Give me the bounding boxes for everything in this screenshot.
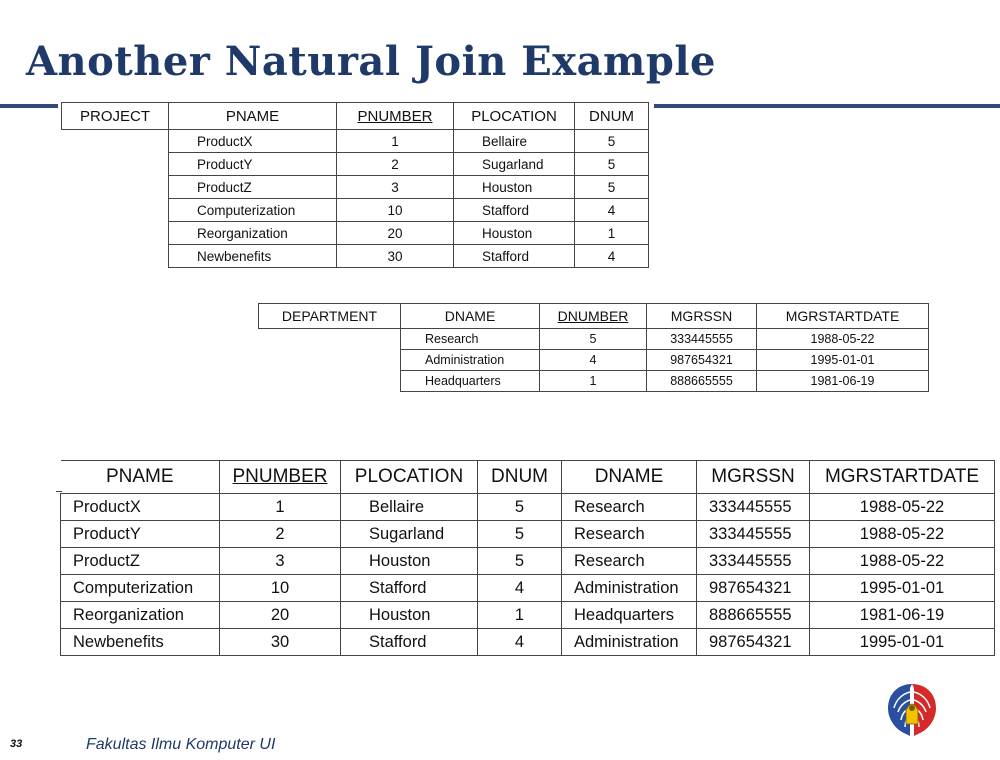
table-cell: 333445555 [697,548,810,575]
table-row [61,575,995,602]
page-number: 33 [10,738,23,750]
table-cell: ProductZ [61,548,220,575]
table-cell: 5 [575,153,649,176]
table-cell: 1 [540,371,647,392]
table-cell: 1981-06-19 [810,602,995,629]
table-cell: 4 [478,629,562,656]
table-cell: 4 [575,199,649,222]
table-row [62,176,649,199]
table-cell: 5 [575,130,649,153]
table-cell: 1988-05-22 [810,548,995,575]
table-cell: 5 [478,494,562,521]
table-row [259,329,929,350]
table-header-row [61,461,995,494]
column-header: DNUM [478,461,562,494]
column-header-key: DNUMBER [540,304,647,329]
table-cell: 1988-05-22 [810,494,995,521]
table-row [62,130,649,153]
table-name: DEPARTMENT [259,304,401,329]
table-cell: 333445555 [697,494,810,521]
table-cell: Computerization [169,199,337,222]
table-row [62,222,649,245]
table-cell: Headquarters [562,602,697,629]
table-cell: 987654321 [697,629,810,656]
table-cell: Houston [454,176,575,199]
table-cell: 2 [337,153,454,176]
table-cell: Research [401,329,540,350]
table-cell: Administration [401,350,540,371]
page-title: Another Natural Join Example [26,38,716,85]
table-cell: Sugarland [341,521,478,548]
table-cell: 333445555 [697,521,810,548]
table-cell: 3 [220,548,341,575]
table-cell: Computerization [61,575,220,602]
title-rule-left [0,104,58,108]
table-cell: 1 [337,130,454,153]
table-cell: 1 [575,222,649,245]
table-row [61,521,995,548]
table-cell: 1 [220,494,341,521]
table-cell: 888665555 [697,602,810,629]
column-header-key: PNUMBER [337,103,454,130]
table-cell: Houston [341,602,478,629]
table-cell: 30 [337,245,454,268]
column-header: DNUM [575,103,649,130]
table-row [62,245,649,268]
table-cell: 4 [540,350,647,371]
table-cell: Research [562,548,697,575]
table-cell: Stafford [341,575,478,602]
table-cell: 5 [575,176,649,199]
table-cell: 4 [478,575,562,602]
table-cell: Newbenefits [169,245,337,268]
table-row [259,371,929,392]
table-row [62,199,649,222]
column-header: PLOCATION [341,461,478,494]
table-cell: Stafford [454,199,575,222]
column-header: MGRSSN [647,304,757,329]
table-cell: 1995-01-01 [810,575,995,602]
table-cell: Reorganization [169,222,337,245]
column-header-key: PNUMBER [220,461,341,494]
table-cell: Houston [341,548,478,575]
column-header: PNAME [169,103,337,130]
table-cell: Research [562,494,697,521]
table-row [61,629,995,656]
table-cell: ProductY [169,153,337,176]
table-cell: Headquarters [401,371,540,392]
table-cell: 987654321 [647,350,757,371]
university-logo-icon [880,680,944,740]
table-cell: 1 [478,602,562,629]
table-cell: 5 [540,329,647,350]
table-cell: ProductX [61,494,220,521]
table-cell: Newbenefits [61,629,220,656]
column-header: MGRSSN [697,461,810,494]
column-header: DNAME [401,304,540,329]
table-cell: 987654321 [697,575,810,602]
column-header: MGRSTARTDATE [810,461,995,494]
table-cell: 1988-05-22 [810,521,995,548]
table-cell: Sugarland [454,153,575,176]
table-name: PROJECT [62,103,169,130]
table-cell: 2 [220,521,341,548]
result-table [60,460,995,656]
table-header-row [259,304,929,329]
table-cell: 1995-01-01 [757,350,929,371]
table-cell: 10 [220,575,341,602]
table-cell: 1988-05-22 [757,329,929,350]
table-cell: Administration [562,629,697,656]
table-cell: 4 [575,245,649,268]
project-table [61,102,649,268]
table-cell: 30 [220,629,341,656]
table-cell: Stafford [454,245,575,268]
table-row [259,350,929,371]
column-header: DNAME [562,461,697,494]
department-table [258,303,929,392]
table-cell: 333445555 [647,329,757,350]
title-rule-right [654,104,1000,108]
table-cell: ProductY [61,521,220,548]
footer-text: Fakultas Ilmu Komputer UI [86,736,276,753]
column-header: PNAME [61,461,220,494]
table-cell: Bellaire [454,130,575,153]
table-cell: Administration [562,575,697,602]
table-row [62,153,649,176]
table-cell: 3 [337,176,454,199]
table-cell: 1995-01-01 [810,629,995,656]
column-header: PLOCATION [454,103,575,130]
table-cell: ProductX [169,130,337,153]
table-cell: 888665555 [647,371,757,392]
table-header-row [62,103,649,130]
table-cell: 10 [337,199,454,222]
table-cell: Reorganization [61,602,220,629]
table-cell: Research [562,521,697,548]
table-row [61,602,995,629]
table-row [61,494,995,521]
table-cell: 20 [337,222,454,245]
table-cell: 1981-06-19 [757,371,929,392]
column-header: MGRSTARTDATE [757,304,929,329]
table-cell: 20 [220,602,341,629]
table-row [61,548,995,575]
table-cell: Bellaire [341,494,478,521]
table-cell: Houston [454,222,575,245]
table-cell: Stafford [341,629,478,656]
table-cell: 5 [478,548,562,575]
table-cell: ProductZ [169,176,337,199]
table-cell: 5 [478,521,562,548]
